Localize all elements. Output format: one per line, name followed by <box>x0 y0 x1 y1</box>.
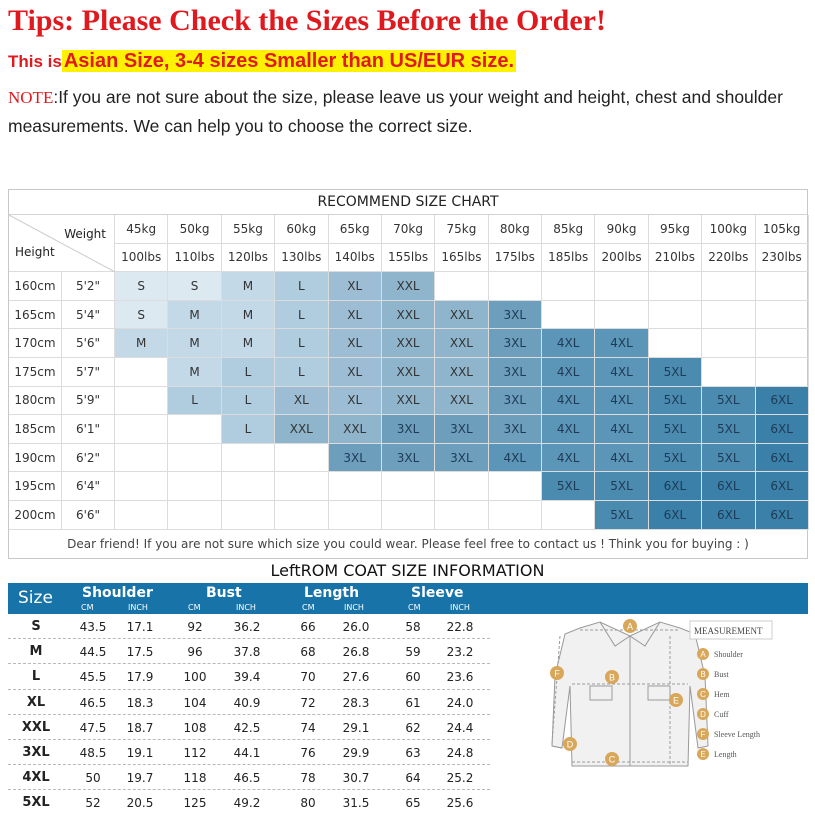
size-cell: 4XL <box>542 387 595 416</box>
coat-value-cell: 17.9 <box>126 670 154 685</box>
marker-letter: E <box>672 695 680 706</box>
coat-value-cell: 74 <box>300 720 316 735</box>
coat-size-label: L <box>31 669 41 685</box>
coat-value-cell: 17.1 <box>126 620 154 634</box>
coat-value-cell: 26.8 <box>342 645 370 660</box>
size-header: Size <box>18 588 53 608</box>
size-cell: XXL <box>435 329 488 358</box>
size-cell <box>595 301 648 330</box>
coat-value-cell: 40.9 <box>233 695 261 710</box>
coat-value-cell: 65 <box>405 796 421 811</box>
weight-kg-header: 50kg <box>168 215 221 244</box>
size-cell <box>702 301 755 330</box>
size-cell: L <box>222 358 275 387</box>
corner-header <box>9 215 115 272</box>
coat-value-cell: 46.5 <box>79 695 107 710</box>
size-cell: 4XL <box>542 329 595 358</box>
size-cell: 5XL <box>542 472 595 501</box>
coat-size-row <box>8 690 490 715</box>
size-cell: 3XL <box>435 444 488 473</box>
size-cell <box>542 501 595 530</box>
coat-header <box>8 583 808 614</box>
size-cell: L <box>168 387 221 416</box>
size-cell <box>275 472 328 501</box>
size-cell: 3XL <box>489 301 542 330</box>
coat-value-cell: 78 <box>300 771 316 786</box>
coat-value-cell: 18.3 <box>126 695 154 710</box>
size-cell: M <box>222 329 275 358</box>
coat-size-row <box>8 664 490 689</box>
size-cell: 5XL <box>702 415 755 444</box>
size-cell <box>275 501 328 530</box>
recommend-footer: Dear friend! If you are not sure which size you could wear. Please feel free to contact us ! Think you for buying : ) <box>67 537 749 551</box>
diagonal-divider <box>9 215 115 272</box>
height-ft-cell: 5'9" <box>62 387 115 416</box>
marker-letter: C <box>608 754 616 765</box>
height-cm-cell: 195cm <box>9 472 62 501</box>
size-cell <box>542 272 595 301</box>
coat-value-cell: 36.2 <box>233 620 261 634</box>
size-cell: S <box>115 272 168 301</box>
weight-lbs-header: 100lbs <box>115 244 168 273</box>
size-cell: XL <box>329 358 382 387</box>
size-cell: 6XL <box>702 472 755 501</box>
coat-value-cell: 48.5 <box>79 745 107 760</box>
weight-label: Weight <box>64 227 106 241</box>
coat-size-row <box>8 765 490 790</box>
coat-value-cell: 24.0 <box>446 695 474 710</box>
size-cell <box>382 472 435 501</box>
coat-value-cell: 68 <box>300 645 316 660</box>
legend-letter: C <box>700 690 706 699</box>
size-cell: XXL <box>435 301 488 330</box>
height-cm-cell: 185cm <box>9 415 62 444</box>
size-cell: XXL <box>382 329 435 358</box>
size-cell <box>489 472 542 501</box>
recommend-size-chart <box>8 189 808 559</box>
size-cell: 3XL <box>489 415 542 444</box>
shoulder-cm-unit: CM <box>81 603 94 612</box>
coat-size-label: 5XL <box>22 795 50 811</box>
legend-letter: D <box>700 710 706 719</box>
weight-lbs-header: 230lbs <box>756 244 809 273</box>
coat-value-cell: 29.1 <box>342 720 370 735</box>
note-paragraph <box>8 83 813 140</box>
coat-value-cell: 72 <box>300 695 316 710</box>
marker-letter: B <box>608 672 616 683</box>
size-cell: 4XL <box>595 387 648 416</box>
size-cell <box>595 272 648 301</box>
size-cell: L <box>275 301 328 330</box>
size-cell <box>649 329 702 358</box>
size-cell: 5XL <box>702 444 755 473</box>
size-cell <box>222 501 275 530</box>
shoulder-inch-unit: INCH <box>128 603 148 612</box>
size-cell <box>756 272 809 301</box>
legend-label: Shoulder <box>714 650 743 659</box>
weight-kg-header: 80kg <box>489 215 542 244</box>
length-header: Length <box>304 585 360 601</box>
legend-label: Bust <box>714 670 729 679</box>
weight-kg-header: 95kg <box>649 215 702 244</box>
coat-value-cell: 19.7 <box>126 771 154 786</box>
coat-value-cell: 26.0 <box>342 620 370 634</box>
size-cell <box>489 501 542 530</box>
weight-kg-header: 75kg <box>435 215 488 244</box>
size-cell: 6XL <box>649 472 702 501</box>
weight-lbs-header: 130lbs <box>275 244 328 273</box>
size-cell <box>115 501 168 530</box>
legend-letter: E <box>700 750 706 759</box>
size-cell: M <box>222 272 275 301</box>
height-cm-cell: 190cm <box>9 444 62 473</box>
weight-kg-header: 105kg <box>756 215 809 244</box>
sleeve-inch-unit: INCH <box>450 603 470 612</box>
weight-kg-header: 90kg <box>595 215 648 244</box>
coat-title: LeftROM COAT SIZE INFORMATION <box>270 561 545 580</box>
size-cell: XL <box>275 387 328 416</box>
weight-lbs-header: 185lbs <box>542 244 595 273</box>
height-ft-cell: 6'1" <box>62 415 115 444</box>
size-cell: XXL <box>275 415 328 444</box>
coat-size-label: 3XL <box>22 744 50 760</box>
coat-value-cell: 63 <box>405 745 421 760</box>
size-cell <box>275 444 328 473</box>
size-cell: XXL <box>435 387 488 416</box>
coat-value-cell: 50 <box>85 771 101 786</box>
size-cell <box>649 301 702 330</box>
coat-size-label: S <box>31 619 41 634</box>
coat-value-cell: 25.2 <box>446 771 474 786</box>
size-cell: 3XL <box>489 358 542 387</box>
weight-lbs-header: 165lbs <box>435 244 488 273</box>
size-cell: XXL <box>382 387 435 416</box>
coat-value-cell: 47.5 <box>79 720 107 735</box>
measurement-figure <box>530 616 810 776</box>
size-cell <box>168 415 221 444</box>
size-cell <box>382 501 435 530</box>
coat-value-cell: 28.3 <box>342 695 370 710</box>
coat-value-cell: 49.2 <box>233 796 261 811</box>
size-cell: 6XL <box>756 501 809 530</box>
legend-label: Hem <box>714 690 730 699</box>
size-cell: 5XL <box>649 415 702 444</box>
note-text: :If you are not sure about the size, please leave us your weight and height, chest and shoulder measurements. We can help you to choose the correct size. <box>8 87 783 136</box>
size-cell: XL <box>329 272 382 301</box>
asian-prefix: This is <box>8 52 62 71</box>
length-inch-unit: INCH <box>344 603 364 612</box>
height-ft-cell: 5'6" <box>62 329 115 358</box>
size-cell: 6XL <box>756 472 809 501</box>
height-ft-cell: 5'2" <box>62 272 115 301</box>
marker-letter: D <box>566 739 574 750</box>
size-cell <box>329 472 382 501</box>
tips-title: Tips: Please Check the Sizes Before the Order! <box>8 4 606 37</box>
coat-value-cell: 45.5 <box>79 670 107 685</box>
size-cell: XL <box>329 387 382 416</box>
size-cell: M <box>168 358 221 387</box>
size-cell <box>168 472 221 501</box>
size-cell: 6XL <box>702 501 755 530</box>
size-cell <box>756 301 809 330</box>
weight-kg-header: 100kg <box>702 215 755 244</box>
size-cell: M <box>168 329 221 358</box>
size-cell: L <box>222 415 275 444</box>
height-ft-cell: 5'4" <box>62 301 115 330</box>
coat-value-cell: 118 <box>183 771 207 786</box>
coat-size-row <box>8 639 490 664</box>
size-cell: 5XL <box>649 387 702 416</box>
size-cell: M <box>222 301 275 330</box>
coat-value-cell: 20.5 <box>126 796 154 811</box>
size-cell: 6XL <box>649 501 702 530</box>
size-cell: 3XL <box>382 444 435 473</box>
size-cell <box>115 387 168 416</box>
legend-label: Length <box>714 750 737 759</box>
size-cell: 3XL <box>489 387 542 416</box>
size-cell: M <box>168 301 221 330</box>
size-cell: XL <box>329 301 382 330</box>
size-cell: XXL <box>382 301 435 330</box>
size-cell <box>222 444 275 473</box>
coat-value-cell: 22.8 <box>446 620 474 634</box>
size-cell <box>115 415 168 444</box>
coat-value-cell: 80 <box>300 796 316 811</box>
coat-value-cell: 30.7 <box>342 771 370 786</box>
size-cell <box>115 358 168 387</box>
weight-lbs-header: 120lbs <box>222 244 275 273</box>
coat-value-cell: 62 <box>405 720 421 735</box>
height-cm-cell: 170cm <box>9 329 62 358</box>
height-cm-cell: 180cm <box>9 387 62 416</box>
weight-kg-header: 60kg <box>275 215 328 244</box>
size-cell: 4XL <box>542 415 595 444</box>
size-cell <box>756 358 809 387</box>
size-cell <box>168 444 221 473</box>
size-cell: XXL <box>329 415 382 444</box>
size-cell <box>329 501 382 530</box>
coat-size-label: M <box>29 644 43 660</box>
height-cm-cell: 175cm <box>9 358 62 387</box>
coat-value-cell: 27.6 <box>342 670 370 685</box>
size-cell: 3XL <box>382 415 435 444</box>
size-cell: 3XL <box>435 415 488 444</box>
weight-kg-header: 65kg <box>329 215 382 244</box>
coat-value-cell: 59 <box>405 645 421 660</box>
coat-value-cell: 23.2 <box>446 645 474 660</box>
recommend-grid <box>9 215 809 530</box>
weight-kg-header: 55kg <box>222 215 275 244</box>
weight-lbs-header: 220lbs <box>702 244 755 273</box>
size-cell <box>649 272 702 301</box>
coat-size-table <box>8 614 490 815</box>
coat-value-cell: 42.5 <box>233 720 261 735</box>
size-cell: XL <box>329 329 382 358</box>
weight-kg-header: 70kg <box>382 215 435 244</box>
coat-value-cell: 29.9 <box>342 745 370 760</box>
coat-size-label: 4XL <box>22 770 50 786</box>
coat-size-row <box>8 790 490 815</box>
coat-value-cell: 23.6 <box>446 670 474 685</box>
coat-value-cell: 18.7 <box>126 720 154 735</box>
height-cm-cell: 200cm <box>9 501 62 530</box>
size-cell: M <box>115 329 168 358</box>
size-cell: 4XL <box>595 329 648 358</box>
size-cell: 6XL <box>756 387 809 416</box>
height-cm-cell: 160cm <box>9 272 62 301</box>
coat-value-cell: 19.1 <box>126 745 154 760</box>
coat-value-cell: 24.4 <box>446 720 474 735</box>
coat-value-cell: 64 <box>405 771 421 786</box>
coat-size-label: XL <box>26 694 46 710</box>
legend-label: Sleeve Length <box>714 730 760 739</box>
coat-value-cell: 46.5 <box>233 771 261 786</box>
coat-value-cell: 31.5 <box>342 796 370 811</box>
size-cell <box>702 358 755 387</box>
size-cell <box>115 472 168 501</box>
size-cell: 4XL <box>542 358 595 387</box>
coat-value-cell: 76 <box>300 745 316 760</box>
marker-letter: A <box>626 621 634 632</box>
size-cell: 5XL <box>649 444 702 473</box>
weight-lbs-header: 200lbs <box>595 244 648 273</box>
legend-letter: B <box>700 670 706 679</box>
size-cell <box>702 272 755 301</box>
height-ft-cell: 6'2" <box>62 444 115 473</box>
size-cell <box>435 472 488 501</box>
legend-letter: F <box>700 730 706 739</box>
coat-value-cell: 92 <box>187 620 203 634</box>
size-cell: XXL <box>435 358 488 387</box>
recommend-title: RECOMMEND SIZE CHART <box>9 190 807 215</box>
weight-kg-header: 85kg <box>542 215 595 244</box>
coat-value-cell: 108 <box>183 720 207 735</box>
size-cell: XXL <box>382 358 435 387</box>
size-cell: S <box>115 301 168 330</box>
size-cell: 3XL <box>489 329 542 358</box>
size-cell: 5XL <box>595 472 648 501</box>
size-cell <box>435 272 488 301</box>
coat-value-cell: 43.5 <box>79 620 107 634</box>
coat-value-cell: 44.5 <box>79 645 107 660</box>
weight-lbs-header: 175lbs <box>489 244 542 273</box>
legend-letter: A <box>700 650 706 659</box>
size-cell <box>702 329 755 358</box>
size-cell <box>542 301 595 330</box>
coat-size-row <box>8 614 490 639</box>
coat-value-cell: 25.6 <box>446 796 474 811</box>
measurement-title: MEASUREMENT <box>694 626 763 636</box>
size-cell: L <box>275 272 328 301</box>
size-cell: XXL <box>382 272 435 301</box>
size-cell <box>435 501 488 530</box>
weight-kg-header: 45kg <box>115 215 168 244</box>
length-cm-unit: CM <box>302 603 315 612</box>
size-cell: L <box>222 387 275 416</box>
size-cell: L <box>275 329 328 358</box>
bust-inch-unit: INCH <box>236 603 256 612</box>
coat-value-cell: 39.4 <box>233 670 261 685</box>
asian-highlight: Asian Size, 3-4 sizes Smaller than US/EUR size. <box>63 50 515 72</box>
coat-value-cell: 112 <box>183 745 207 760</box>
coat-value-cell: 125 <box>183 796 207 811</box>
size-cell: 5XL <box>595 501 648 530</box>
size-cell: 3XL <box>329 444 382 473</box>
height-cm-cell: 165cm <box>9 301 62 330</box>
coat-size-row <box>8 715 490 740</box>
height-ft-cell: 5'7" <box>62 358 115 387</box>
height-ft-cell: 6'4" <box>62 472 115 501</box>
weight-lbs-header: 140lbs <box>329 244 382 273</box>
size-cell <box>756 329 809 358</box>
size-cell: 4XL <box>542 444 595 473</box>
size-cell: 5XL <box>702 387 755 416</box>
height-label: Height <box>15 245 55 260</box>
size-cell <box>489 272 542 301</box>
coat-value-cell: 104 <box>183 695 207 710</box>
note-label: NOTE <box>8 88 54 107</box>
coat-value-cell: 52 <box>85 796 101 811</box>
coat-value-cell: 58 <box>405 620 421 634</box>
coat-value-cell: 17.5 <box>126 645 154 660</box>
size-cell: 6XL <box>756 444 809 473</box>
weight-lbs-header: 155lbs <box>382 244 435 273</box>
asian-size-notice <box>8 50 516 73</box>
bust-cm-unit: CM <box>188 603 201 612</box>
coat-value-cell: 37.8 <box>233 645 261 660</box>
size-cell <box>168 501 221 530</box>
size-cell: 5XL <box>649 358 702 387</box>
coat-value-cell: 60 <box>405 670 421 685</box>
coat-size-row <box>8 740 490 765</box>
height-ft-cell: 6'6" <box>62 501 115 530</box>
shoulder-header: Shoulder <box>82 585 153 601</box>
coat-value-cell: 44.1 <box>233 745 261 760</box>
sleeve-header: Sleeve <box>411 585 464 601</box>
coat-value-cell: 70 <box>300 670 316 685</box>
weight-lbs-header: 110lbs <box>168 244 221 273</box>
weight-lbs-header: 210lbs <box>649 244 702 273</box>
sleeve-cm-unit: CM <box>408 603 421 612</box>
bust-header: Bust <box>206 585 242 601</box>
size-cell <box>115 444 168 473</box>
coat-value-cell: 61 <box>405 695 421 710</box>
legend-label: Cuff <box>714 710 729 719</box>
size-cell: L <box>275 358 328 387</box>
coat-value-cell: 100 <box>183 670 207 685</box>
size-cell: 4XL <box>595 415 648 444</box>
coat-value-cell: 96 <box>187 645 203 660</box>
size-cell: S <box>168 272 221 301</box>
size-cell: 6XL <box>756 415 809 444</box>
marker-letter: F <box>554 668 560 679</box>
size-cell: 4XL <box>595 358 648 387</box>
coat-value-cell: 66 <box>300 620 316 634</box>
size-cell: 4XL <box>595 444 648 473</box>
size-cell: 4XL <box>489 444 542 473</box>
size-cell <box>222 472 275 501</box>
coat-size-label: XXL <box>21 719 51 735</box>
coat-value-cell: 24.8 <box>446 745 474 760</box>
